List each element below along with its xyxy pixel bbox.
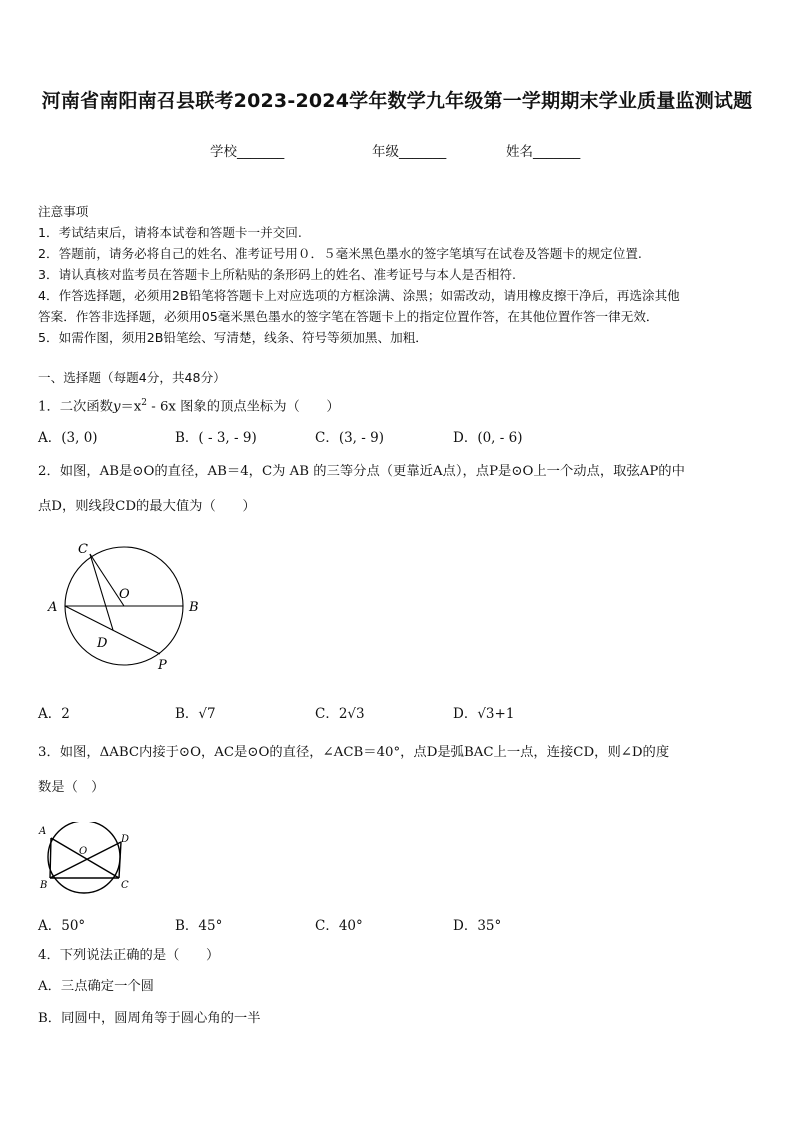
question-2-stem-line1: 2．如图，AB是⊙O的直径，AB＝4，C为 AB 的三等分点（更靠近A点），点P是⊙O上一个动点，取弦AP的中: [38, 464, 685, 479]
q1-option-a[interactable]: A．(3, 0): [38, 430, 98, 446]
section-heading: 一、选择题（每题4分，共48分）: [38, 370, 226, 385]
q2-label-d: D: [97, 636, 108, 651]
q1-option-b[interactable]: B．( - 3, - 9): [175, 430, 257, 446]
q3-option-b[interactable]: B．45°: [175, 918, 223, 934]
notice-item: 1．考试结束后，请将本试卷和答题卡一并交回.: [38, 225, 302, 240]
notice-heading: 注意事项: [38, 204, 89, 219]
q3-option-c[interactable]: C．40°: [315, 918, 363, 934]
notice-item: 4．作答选择题，必须用2B铅笔将答题卡上对应选项的方框涂满、涂黑；如需改动，请用橡皮擦干净后，再选涂其他: [38, 288, 680, 303]
q2-label-c: C: [78, 542, 88, 557]
school-field: 学校_______: [210, 144, 285, 160]
q2-label-b: B: [189, 600, 199, 615]
name-field: 姓名_______: [506, 144, 581, 160]
q1-option-d[interactable]: D．(0, - 6): [453, 430, 523, 446]
question-3-stem-line1: 3．如图，ΔABC内接于⊙O，AC是⊙O的直径，∠ACB＝40°，点D是弧BAC上一点，连接CD，则∠D的度: [38, 745, 670, 760]
notice-item: 3．请认真核对监考员在答题卡上所粘贴的条形码上的姓名、准考证号与本人是否相符.: [38, 267, 516, 282]
q2-label-a: A: [48, 600, 58, 615]
q3-label-b: B: [40, 880, 48, 891]
q2-option-d[interactable]: D．√3+1: [453, 706, 515, 722]
q3-label-a: A: [39, 826, 47, 837]
q3-label-d: D: [121, 834, 130, 845]
q3-label-o: O: [79, 846, 88, 857]
q2-segment-cd: [90, 554, 113, 630]
q2-chord-ap: [65, 606, 160, 654]
question-3-stem-line2: 数是（ ）: [38, 780, 105, 795]
q3-label-c: C: [121, 880, 129, 891]
notice-item: 答案．作答非选择题，必须用05毫米黑色墨水的签字笔在答题卡上的指定位置作答，在其他位置作答一律无效．: [38, 309, 659, 324]
q2-option-b[interactable]: B．√7: [175, 706, 216, 722]
q2-option-a[interactable]: A．2: [38, 706, 70, 722]
q3-circle-diagram: [36, 822, 132, 894]
q3-option-d[interactable]: D．35°: [453, 918, 502, 934]
q2-option-c[interactable]: C．2√3: [315, 706, 365, 722]
grade-field: 年级_______: [372, 144, 447, 160]
page-title: 河南省南阳南召县联考2023-2024学年数学九年级第一学期期末学业质量监测试题: [41, 90, 753, 112]
q3-option-a[interactable]: A．50°: [38, 918, 86, 934]
q1-option-c[interactable]: C．(3, - 9): [315, 430, 384, 446]
q4-option-a[interactable]: A．三点确定一个圆: [38, 979, 154, 994]
question-2-stem-line2: 点D，则线段CD的最大值为（ ）: [38, 499, 256, 514]
q2-label-o: O: [119, 587, 130, 602]
q2-circle-diagram: [40, 538, 200, 673]
question-1-stem: 1．二次函数$y=x^2 - 6x$ 图象的顶点坐标为（ ）: [38, 398, 340, 415]
q2-label-p: P: [158, 658, 167, 673]
q3-segment-ab: [50, 838, 51, 878]
notice-item: 2．答题前，请务必将自己的姓名、准考证号用０．５毫米黑色墨水的签字笔填写在试卷及答题卡的规定位置.: [38, 246, 642, 261]
q4-option-b[interactable]: B．同圆中，圆周角等于圆心角的一半: [38, 1011, 261, 1026]
notice-item: 5．如需作图，须用2B铅笔绘、写清楚，线条、符号等须加黑、加粗．: [38, 330, 428, 345]
question-4-stem: 4．下列说法正确的是（ ）: [38, 948, 220, 963]
